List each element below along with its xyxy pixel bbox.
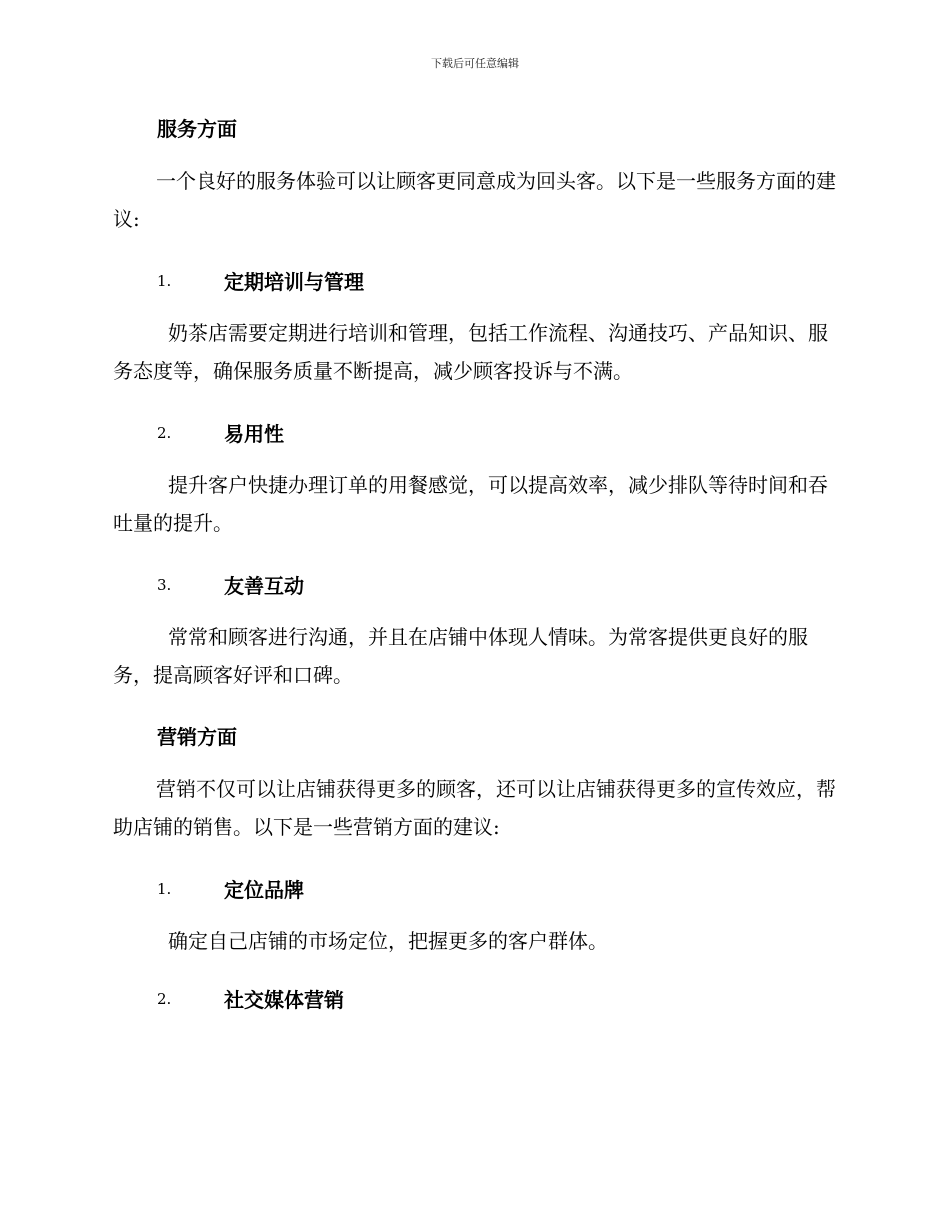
list-item-body (113, 466, 838, 542)
list-item-body-text: 提升客户快捷办理订单的用餐感觉，可以提高效率，减少排队等待时间和吞吐量的提升。 (113, 473, 828, 535)
list-item-title: 社交媒体营销 (224, 988, 344, 1012)
section-intro-marketing (113, 770, 838, 846)
section-intro-service (113, 162, 838, 238)
list-number: 2. (157, 424, 172, 442)
list-item-body-text: 确定自己店铺的市场定位，把握更多的客户群体。 (168, 929, 608, 953)
list-item-body (113, 314, 838, 390)
list-number: 3. (157, 576, 172, 594)
list-number: 1. (157, 272, 172, 290)
page-header: 下载后可任意编辑 (431, 57, 519, 70)
list-item-body (113, 618, 838, 694)
list-item-body (113, 922, 838, 960)
list-item-title: 定期培训与管理 (224, 270, 364, 294)
list-item-body-text: 奶茶店需要定期进行培训和管理，包括工作流程、沟通技巧、产品知识、服务态度等，确保服务质量不断提高，减少顾客投诉与不满。 (113, 321, 828, 383)
section-title-service: 服务方面 (157, 117, 237, 141)
section-intro-service-text: 一个良好的服务体验可以让顾客更同意成为回头客。以下是一些服务方面的建议: (113, 169, 836, 231)
section-title-marketing: 营销方面 (157, 725, 237, 749)
list-number: 2. (157, 990, 172, 1008)
list-number: 1. (157, 880, 172, 898)
list-item-title: 友善互动 (224, 574, 304, 598)
list-item-title: 定位品牌 (224, 878, 304, 902)
section-intro-marketing-text: 营销不仅可以让店铺获得更多的顾客，还可以让店铺获得更多的宣传效应，帮助店铺的销售。以下是一些营销方面的建议: (113, 777, 836, 839)
list-item-title: 易用性 (224, 422, 284, 446)
list-item-body-text: 常常和顾客进行沟通，并且在店铺中体现人情味。为常客提供更良好的服务，提高顾客好评和口碑。 (113, 625, 808, 687)
